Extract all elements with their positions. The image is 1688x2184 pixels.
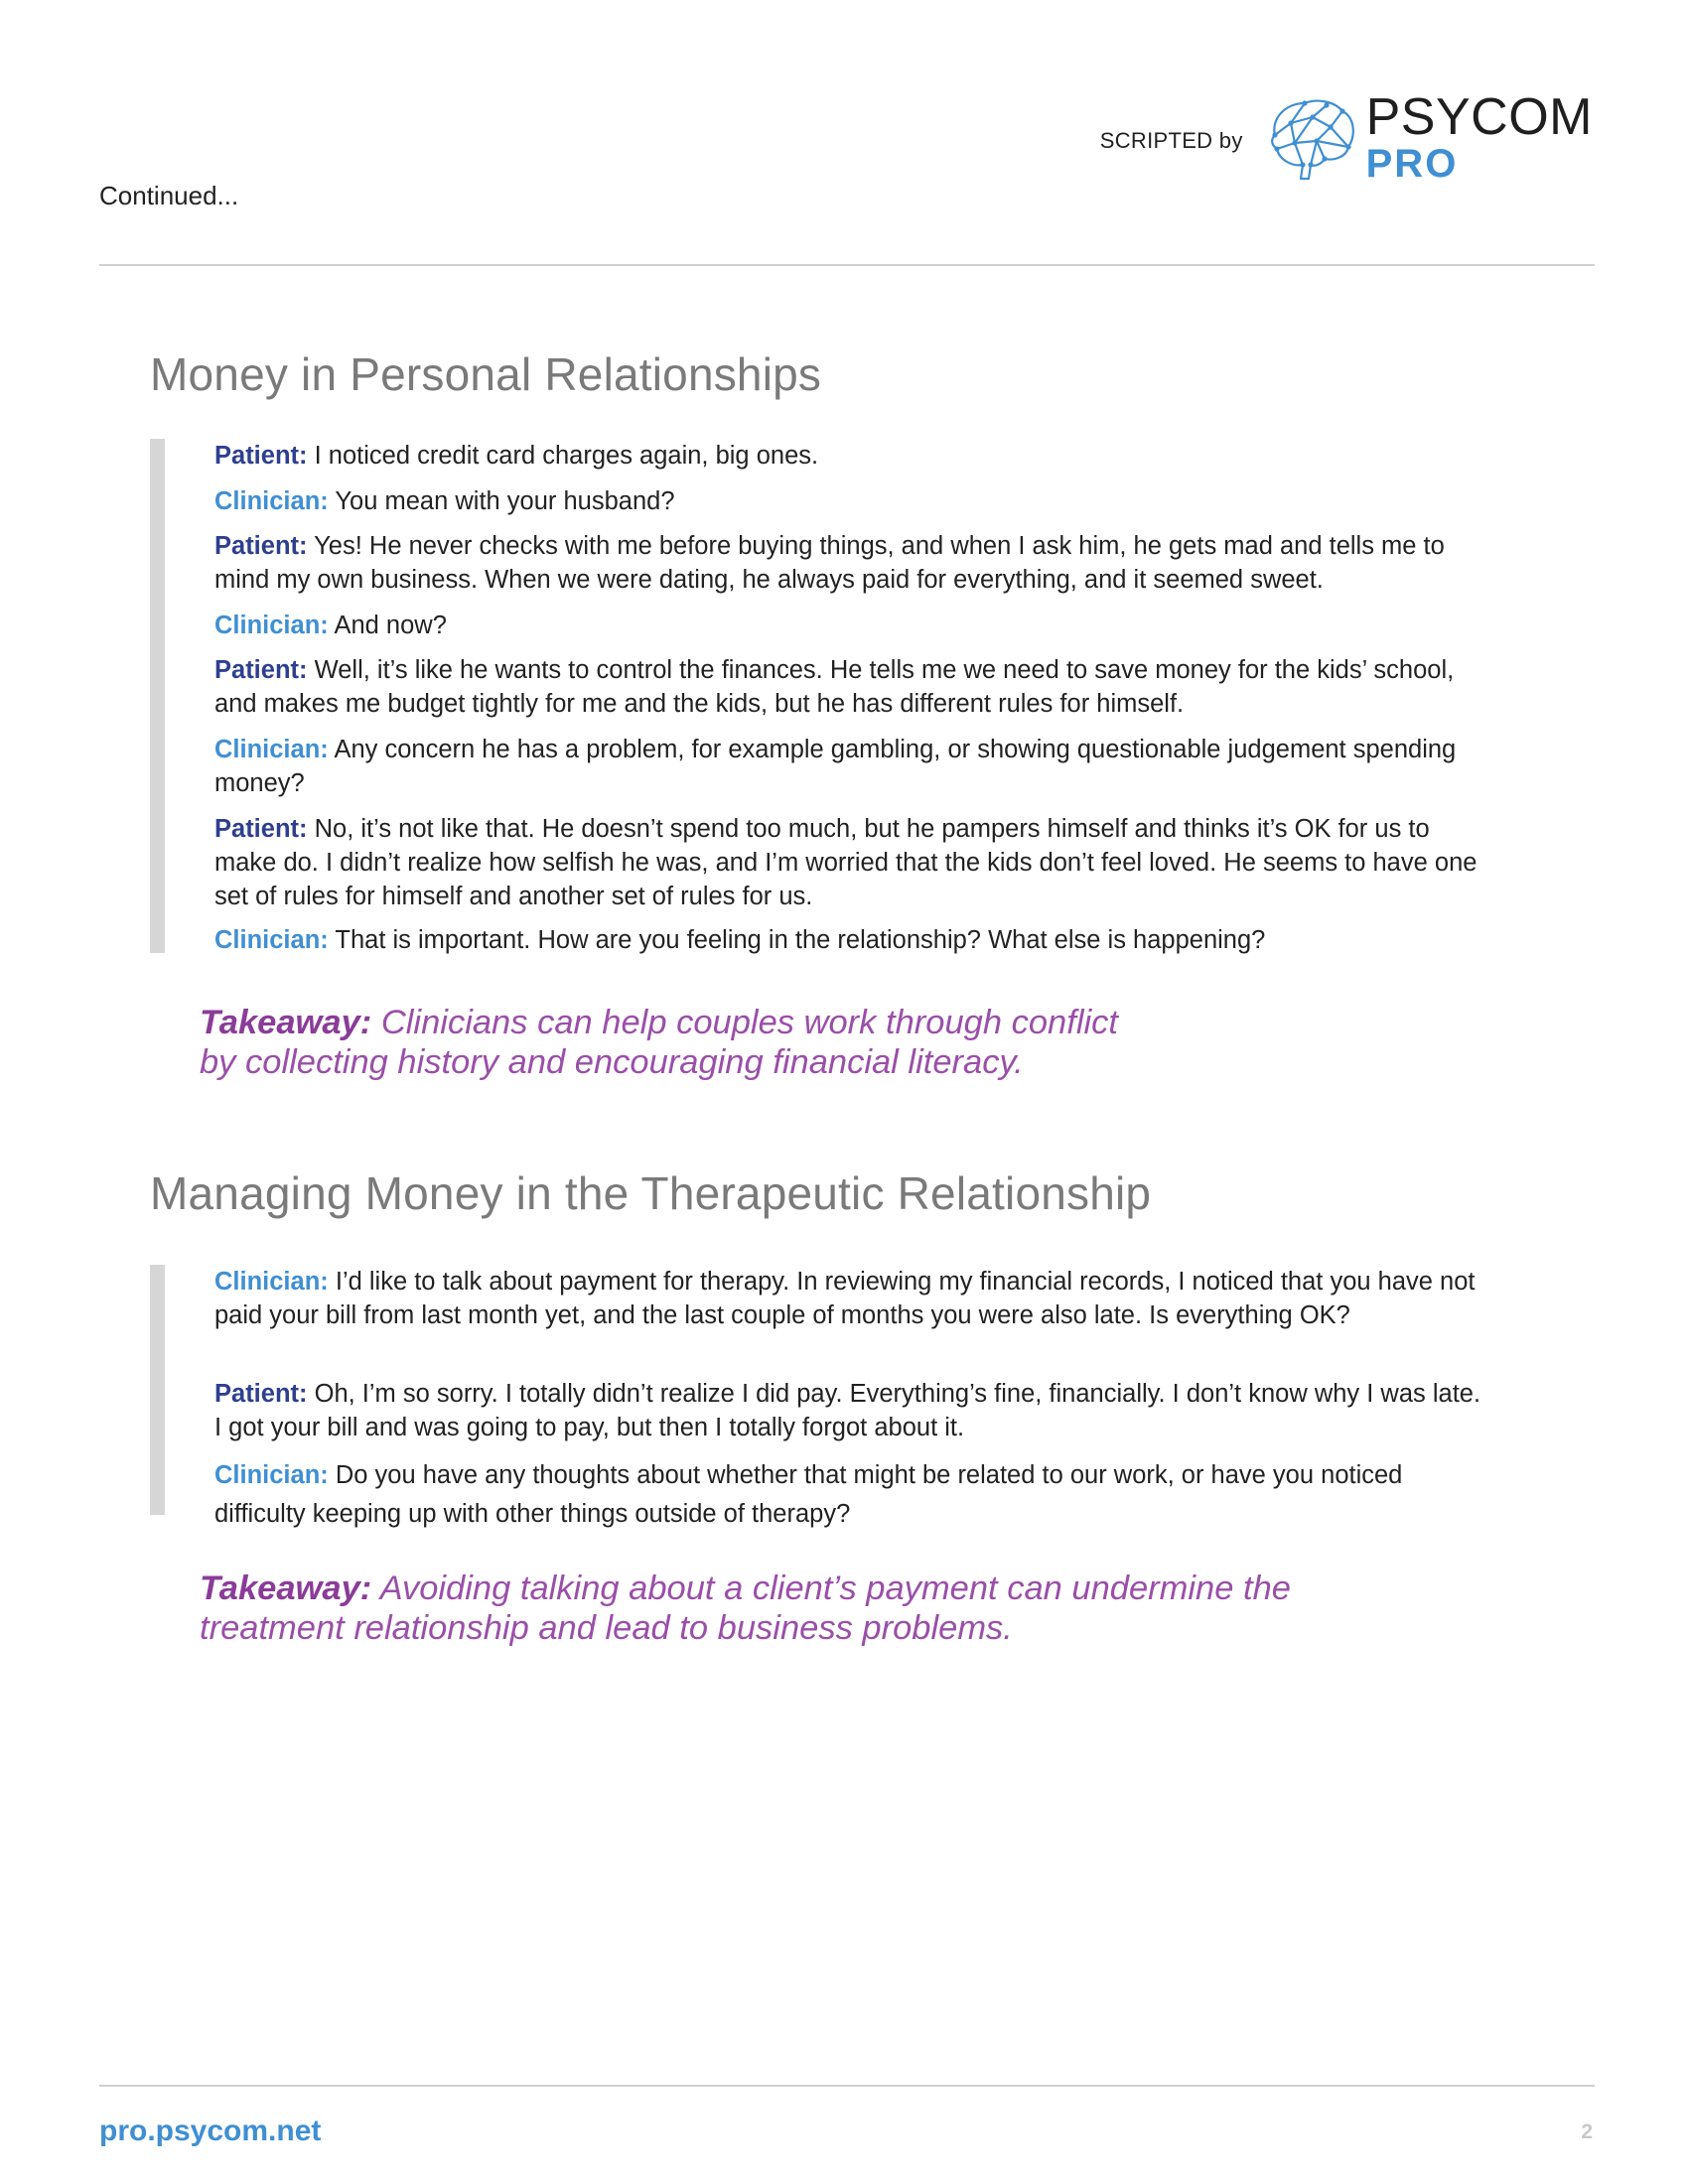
dialogue-turn xyxy=(214,439,1485,473)
brain-network-icon xyxy=(1265,95,1358,181)
speaker-label: Clinician: xyxy=(214,612,329,639)
turn-text: I noticed credit card charges again, big ones. xyxy=(314,442,819,470)
takeaway-line: Clinicians can help couples work through conflict xyxy=(380,1004,1118,1041)
turn-text: Well, it’s like he wants to control the finances. He tells me we need to save money for the kids’ school, and makes me budget tightly for me and the kids, but he has different rules for himself. xyxy=(214,656,1455,718)
dialogue-turn xyxy=(214,529,1485,597)
takeaway xyxy=(200,1003,1292,1082)
dialogue-block xyxy=(150,1265,1485,1528)
speaker-label: Patient: xyxy=(214,1380,308,1408)
turn-text: Do you have any thoughts about whether that might be related to our work, or have you noticed difficulty keeping up with other things outside of therapy? xyxy=(214,1461,1403,1528)
speaker-label: Patient: xyxy=(214,656,308,684)
brand-wordmark xyxy=(1365,88,1593,186)
speaker-label: Patient: xyxy=(214,532,308,560)
takeaway-line: by collecting history and encouraging financial literacy. xyxy=(200,1043,1024,1081)
speaker-label: Patient: xyxy=(214,442,308,470)
turn-text: I’d like to talk about payment for therapy. In reviewing my financial records, I noticed that you have not paid your bill from last month yet, and the last couple of months you were also late. Is everything OK? xyxy=(214,1268,1476,1329)
page-number: 2 xyxy=(1581,2120,1593,2143)
dialogue-turn xyxy=(214,1456,1485,1534)
speaker-label: Clinician: xyxy=(214,1268,329,1296)
dialogue-turn xyxy=(214,733,1485,800)
scripted-by-label: SCRIPTED by xyxy=(1099,127,1243,153)
takeaway-line: treatment relationship and lead to business problems. xyxy=(200,1609,1013,1647)
dialogue-turn xyxy=(214,484,1485,518)
turn-text: That is important. How are you feeling in the relationship? What else is happening? xyxy=(335,926,1266,954)
footer-divider xyxy=(99,2085,1595,2087)
brand-sub: PRO xyxy=(1365,142,1459,186)
dialogue-turn xyxy=(214,1265,1485,1332)
dialogue-turn xyxy=(214,812,1485,913)
brand-name: PSYCOM xyxy=(1365,88,1593,146)
turn-text: Oh, I’m so sorry. I totally didn’t realize I did pay. Everything’s fine, financially. I don’t know why I was late. I got your bill and was going to pay, but then I totally forgot about it. xyxy=(214,1380,1481,1441)
dialogue-block xyxy=(150,439,1485,953)
turn-text: You mean with your husband? xyxy=(335,487,675,515)
takeaway-label: Takeaway: xyxy=(200,1570,372,1607)
turn-text: No, it’s not like that. He doesn’t spend too much, but he pampers himself and thinks it’s OK for us to make do. I didn’t realize how selfish he was, and I’m worried that the kids don’t feel loved. He seems to have one set of rules for himself and another set of rules for us. xyxy=(214,815,1477,910)
section-title-personal-relationships: Money in Personal Relationships xyxy=(150,348,822,400)
header-divider xyxy=(99,264,1595,266)
footer-site-link[interactable]: pro.psycom.net xyxy=(99,2115,322,2147)
speaker-label: Clinician: xyxy=(214,487,329,515)
section-title-therapeutic-relationship: Managing Money in the Therapeutic Relationship xyxy=(150,1167,1152,1219)
turn-text: Yes! He never checks with me before buying things, and when I ask him, he gets mad and tells me to mind my own business. When we were dating, he always paid for everything, and it seemed sweet. xyxy=(214,532,1445,594)
brand-header xyxy=(1099,88,1593,186)
turn-text: Any concern he has a problem, for example gambling, or showing questionable judgement spending money? xyxy=(214,736,1457,797)
dialogue-turn xyxy=(214,653,1485,721)
speaker-label: Clinician: xyxy=(214,926,329,954)
speaker-label: Patient: xyxy=(214,815,308,843)
speaker-label: Clinician: xyxy=(214,1461,329,1489)
takeaway-label: Takeaway: xyxy=(200,1004,372,1041)
takeaway-line: Avoiding talking about a client’s payment can undermine the xyxy=(379,1570,1291,1607)
takeaway xyxy=(200,1569,1292,1648)
continued-label: Continued... xyxy=(99,181,239,210)
speaker-label: Clinician: xyxy=(214,736,329,763)
turn-text: And now? xyxy=(334,612,447,639)
dialogue-turn xyxy=(214,609,1485,642)
dialogue-turn xyxy=(214,1377,1485,1444)
dialogue-turn xyxy=(214,923,1485,957)
